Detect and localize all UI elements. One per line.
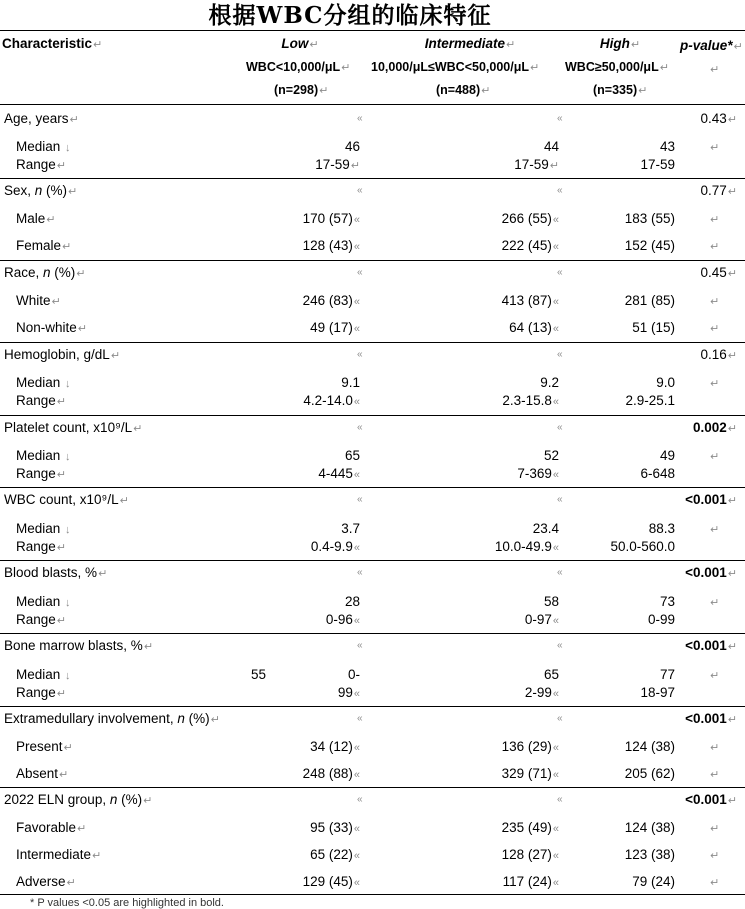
- cell-low: 28: [344, 594, 360, 609]
- cell-intermediate: 7-369«: [517, 466, 559, 481]
- cell-low: 99«: [337, 685, 360, 700]
- sub-label: Non-white↵: [16, 320, 87, 335]
- cell-low: 170 (57)«: [302, 211, 360, 226]
- cell-intermediate: 17-59↵: [514, 157, 559, 172]
- cell-high: 49: [659, 448, 675, 463]
- p-cell-mark: ↵: [710, 296, 720, 308]
- cell-low: 65 (22)«: [310, 847, 360, 862]
- header-characteristic: Characteristic↵: [2, 36, 103, 51]
- empty-cell-mark: «: [357, 494, 363, 505]
- empty-cell-mark: «: [357, 267, 363, 278]
- p-cell-mark: ↵: [710, 142, 720, 154]
- cell-intermediate: 128 (27)«: [501, 847, 559, 862]
- stray-median-value: 55: [251, 667, 267, 682]
- empty-cell-mark: «: [357, 349, 363, 360]
- cell-high: 124 (38): [624, 739, 675, 754]
- cell-low: 3.7: [341, 521, 360, 536]
- cell-intermediate: 0-97«: [524, 612, 559, 627]
- sub-label: Present↵: [16, 739, 73, 754]
- cell-low: 9.1: [341, 375, 360, 390]
- row-divider: [0, 706, 745, 707]
- header-low-n: (n=298)↵: [274, 83, 329, 97]
- row-divider: [0, 415, 745, 416]
- cell-high: 51 (15): [632, 320, 675, 335]
- cell-intermediate: 10.0-49.9«: [494, 539, 559, 554]
- cell-high: 77: [659, 667, 675, 682]
- empty-cell-mark: «: [357, 113, 363, 124]
- empty-cell-mark: «: [557, 185, 563, 196]
- sub-label: Median ↓: [16, 139, 71, 154]
- sub-label: Median ↓: [16, 448, 71, 463]
- cell-low: 46: [344, 139, 360, 154]
- sub-label: Favorable↵: [16, 820, 87, 835]
- row-divider: [0, 633, 745, 634]
- row-label: Bone marrow blasts, %↵: [4, 638, 154, 653]
- p-cell-mark: ↵: [710, 850, 720, 862]
- sub-label: Range↵: [16, 157, 67, 172]
- table-bottom-rule: [0, 894, 745, 895]
- sub-label: Median ↓: [16, 521, 71, 536]
- cell-high: 73: [659, 594, 675, 609]
- p-value: 0.43↵: [700, 111, 737, 126]
- header-bottom-rule: [0, 104, 745, 105]
- cell-intermediate: 266 (55)«: [501, 211, 559, 226]
- cell-low: 0-96«: [325, 612, 360, 627]
- row-divider: [0, 787, 745, 788]
- p-cell-mark: ↵: [710, 241, 720, 253]
- p-value: 0.16↵: [700, 347, 737, 362]
- cell-intermediate: 136 (29)«: [501, 739, 559, 754]
- sub-label: Absent↵: [16, 766, 69, 781]
- empty-cell-mark: «: [357, 422, 363, 433]
- cell-low: 4-445«: [318, 466, 360, 481]
- cell-high: 17-59: [640, 157, 675, 172]
- empty-cell-mark: «: [557, 349, 563, 360]
- p-value: <0.001↵: [685, 565, 737, 580]
- empty-cell-mark: «: [557, 713, 563, 724]
- empty-cell-mark: «: [557, 113, 563, 124]
- cell-low: 65: [344, 448, 360, 463]
- cell-high: 18-97: [640, 685, 675, 700]
- cell-high: 50.0-560.0: [610, 539, 675, 554]
- row-divider: [0, 342, 745, 343]
- cell-intermediate: 64 (13)«: [509, 320, 559, 335]
- cell-high: 0-99: [647, 612, 675, 627]
- row-label: Blood blasts, %↵: [4, 565, 108, 580]
- p-value: <0.001↵: [685, 492, 737, 507]
- sub-label: Range↵: [16, 393, 67, 408]
- cell-intermediate: 23.4: [532, 521, 559, 536]
- sub-label: Male↵: [16, 211, 56, 226]
- sub-label: Median ↓: [16, 375, 71, 390]
- empty-cell-mark: «: [557, 567, 563, 578]
- header-high-n: (n=335)↵: [593, 83, 648, 97]
- cell-low: 0-: [347, 667, 360, 682]
- cell-high: 6-648: [640, 466, 675, 481]
- row-label: Age, years↵: [4, 111, 79, 126]
- cell-intermediate: 222 (45)«: [501, 238, 559, 253]
- header-pvalue: p-value*↵: [680, 38, 743, 53]
- p-cell-mark: ↵: [710, 323, 720, 335]
- sub-label: White↵: [16, 293, 61, 308]
- empty-cell-mark: «: [557, 422, 563, 433]
- empty-cell-mark: «: [557, 267, 563, 278]
- p-cell-mark: ↵: [710, 877, 720, 889]
- cell-low: 49 (17)«: [310, 320, 360, 335]
- cell-high: 2.9-25.1: [625, 393, 675, 408]
- sub-label: Adverse↵: [16, 874, 76, 889]
- cell-intermediate: 235 (49)«: [501, 820, 559, 835]
- p-cell-mark: ↵: [710, 742, 720, 754]
- row-divider: [0, 178, 745, 179]
- empty-cell-mark: «: [357, 567, 363, 578]
- header-intermediate-range: 10,000/μL≤WBC<50,000/μL↵: [371, 60, 540, 74]
- p-value: 0.002↵: [692, 420, 737, 435]
- header-intermediate-n: (n=488)↵: [436, 83, 491, 97]
- cell-low: 128 (43)«: [302, 238, 360, 253]
- cell-intermediate: 413 (87)«: [501, 293, 559, 308]
- row-label: Platelet count, x10⁹/L↵: [4, 420, 143, 435]
- sub-label: Intermediate↵: [16, 847, 102, 862]
- sub-label: Range↵: [16, 466, 67, 481]
- cell-high: 43: [659, 139, 675, 154]
- cell-intermediate: 9.2: [540, 375, 559, 390]
- row-divider: [0, 487, 745, 488]
- cell-high: 88.3: [648, 521, 675, 536]
- header-high-name: High↵: [599, 36, 641, 51]
- p-cell-mark: ↵: [710, 670, 720, 682]
- table-top-rule: [0, 30, 745, 31]
- cell-high: 152 (45): [624, 238, 675, 253]
- cell-low: 95 (33)«: [310, 820, 360, 835]
- row-label: WBC count, x10⁹/L↵: [4, 492, 129, 507]
- sub-label: Median ↓: [16, 594, 71, 609]
- p-cell-mark: ↵: [710, 378, 720, 390]
- empty-cell-mark: «: [557, 640, 563, 651]
- cell-intermediate: 117 (24)«: [502, 874, 559, 889]
- cell-high: 124 (38): [624, 820, 675, 835]
- sub-label: Female↵: [16, 238, 72, 253]
- empty-cell-mark: «: [357, 640, 363, 651]
- empty-cell-mark: «: [357, 713, 363, 724]
- cell-intermediate: 58: [543, 594, 559, 609]
- cell-intermediate: 65: [543, 667, 559, 682]
- p-cell-mark: ↵: [710, 214, 720, 226]
- table-title: 根据WBC分组的临床特征: [208, 2, 492, 29]
- p-value: <0.001↵: [685, 711, 737, 726]
- header-low-name: Low↵: [281, 36, 319, 51]
- row-label: Sex, n (%)↵: [4, 183, 78, 198]
- row-label: Race, n (%)↵: [4, 265, 86, 280]
- row-label: 2022 ELN group, n (%)↵: [4, 792, 153, 807]
- cell-intermediate: 329 (71)«: [501, 766, 559, 781]
- header-intermediate-name: Intermediate↵: [424, 36, 516, 51]
- p-cell-mark: ↵: [710, 597, 720, 609]
- cell-intermediate: 2-99«: [524, 685, 559, 700]
- row-divider: [0, 560, 745, 561]
- sub-label: Range↵: [16, 539, 67, 554]
- cell-high: 9.0: [656, 375, 675, 390]
- header-high-range: WBC≥50,000/μL↵: [565, 60, 669, 74]
- footnote: * P values <0.05 are highlighted in bold.: [30, 897, 224, 909]
- sub-label: Median ↓: [16, 667, 71, 682]
- p-value: <0.001↵: [685, 792, 737, 807]
- empty-cell-mark: «: [357, 794, 363, 805]
- p-value: <0.001↵: [685, 638, 737, 653]
- cell-intermediate: 2.3-15.8«: [502, 393, 559, 408]
- p-value: 0.45↵: [700, 265, 737, 280]
- row-divider: [0, 260, 745, 261]
- p-cell-mark: ↵: [710, 769, 720, 781]
- p-cell-mark: ↵: [710, 823, 720, 835]
- header-low-range: WBC<10,000/μL↵: [246, 60, 351, 74]
- cell-high: 183 (55): [624, 211, 675, 226]
- p-cell-mark: ↵: [710, 451, 720, 463]
- empty-cell-mark: «: [557, 794, 563, 805]
- cell-high: 79 (24): [632, 874, 675, 889]
- cell-low: 129 (45)«: [302, 874, 360, 889]
- cell-intermediate: 44: [543, 139, 559, 154]
- sub-label: Range↵: [16, 685, 67, 700]
- cell-high: 205 (62): [624, 766, 675, 781]
- cell-low: 17-59↵: [315, 157, 360, 172]
- cell-low: 246 (83)«: [302, 293, 360, 308]
- cell-low: 4.2-14.0«: [303, 393, 360, 408]
- empty-cell-mark: «: [557, 494, 563, 505]
- cell-low: 248 (88)«: [302, 766, 360, 781]
- header-pvalue-mark: ↵: [710, 64, 720, 76]
- cell-high: 123 (38): [624, 847, 675, 862]
- row-label: Hemoglobin, g/dL↵: [4, 347, 121, 362]
- sub-label: Range↵: [16, 612, 67, 627]
- cell-high: 281 (85): [624, 293, 675, 308]
- cell-low: 0.4-9.9«: [310, 539, 360, 554]
- cell-low: 34 (12)«: [310, 739, 360, 754]
- p-cell-mark: ↵: [710, 524, 720, 536]
- cell-intermediate: 52: [543, 448, 559, 463]
- p-value: 0.77↵: [700, 183, 737, 198]
- row-label: Extramedullary involvement, n (%)↵: [4, 711, 220, 726]
- empty-cell-mark: «: [357, 185, 363, 196]
